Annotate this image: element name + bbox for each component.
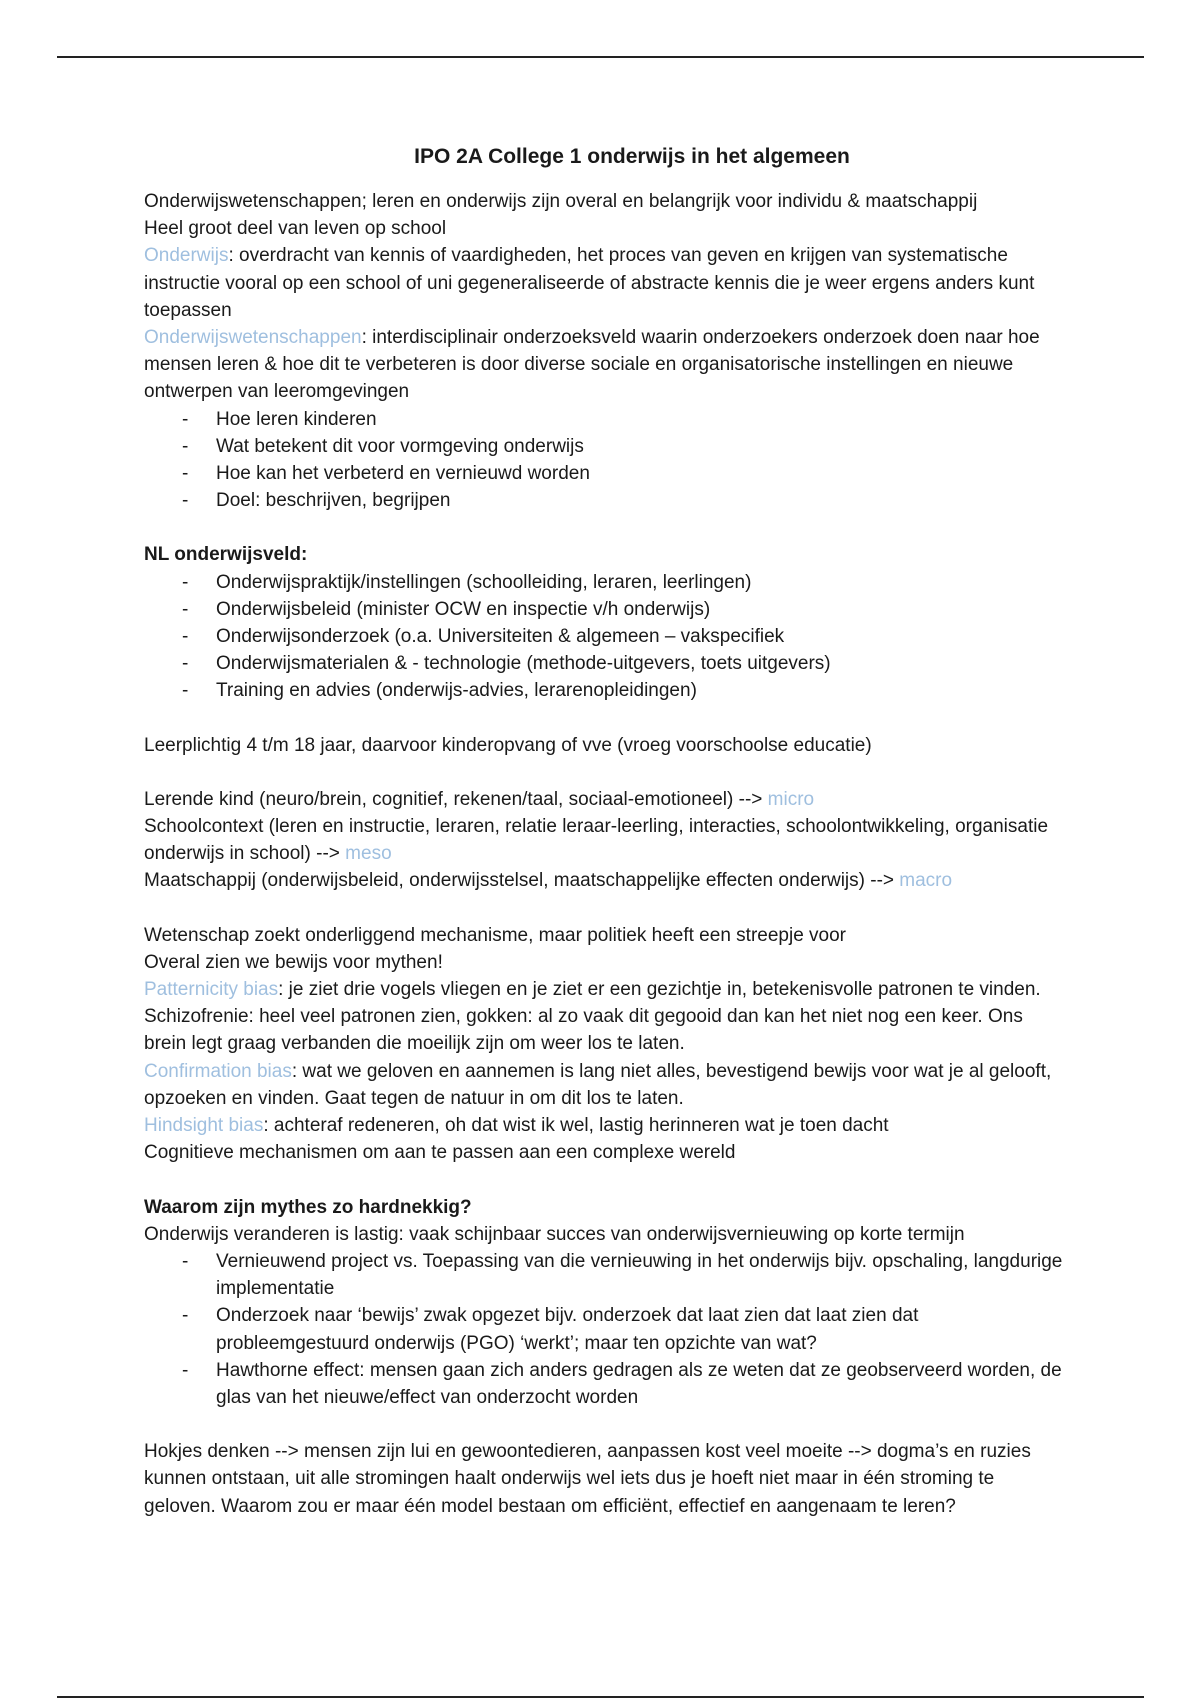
term-hindsight-bias: Hindsight bias	[144, 1115, 264, 1137]
heading-mythes: Waarom zijn mythes zo hardnekkig?	[144, 1196, 472, 1218]
intro-line-1: Onderwijswetenschappen; leren en onderwijs zijn overal en belangrijk voor individu & maatschappij	[144, 191, 978, 212]
list-item: - Training en advies (onderwijs-advies, lerarenopleidingen)	[144, 677, 1064, 704]
level-macro	[144, 867, 1064, 894]
bottom-rule	[57, 1696, 1144, 1698]
hindsight-bias	[144, 1112, 1064, 1139]
intro-line-2: Heel groot deel van leven op school	[144, 218, 447, 240]
definition-onderwijswetenschappen	[144, 324, 1064, 406]
definition-onderwijs-text: : overdracht van kennis of vaardigheden, het proces van geven en krijgen van systematische instructie vooral op een school of uni gegeneraliseerde of abstracte kennis die je weer ergens anders kunt toepassen	[144, 245, 1035, 321]
level-micro-text: Lerende kind (neuro/brein, cognitief, rekenen/taal, sociaal-emotioneel) -->	[144, 788, 768, 810]
hindsight-bias-text: : achteraf redeneren, oh dat wist ik wel, lastig herinneren wat je toen dacht	[263, 1115, 889, 1137]
level-micro	[144, 786, 1064, 813]
list-item: - Hoe leren kinderen	[144, 406, 1064, 433]
definition-onderwijswetenschappen-text: : interdisciplinair onderzoeksveld waarin onderzoekers onderzoek doen naar hoe mensen leren & hoe dit te verbeteren is door diverse sociale en organisatorische instellingen en nieuwe ontwerpen van leeromgevingen	[144, 327, 1040, 403]
leerplicht-line: Leerplichtig 4 t/m 18 jaar, daarvoor kinderopvang of vve (vroeg voorschoolse educatie)	[144, 734, 872, 756]
top-rule	[57, 56, 1144, 58]
heading-nl-onderwijsveld: NL onderwijsveld:	[144, 544, 308, 566]
level-meso-text: Schoolcontext (leren en instructie, leraren, relatie leraar-leerling, interacties, schoolontwikkeling, organisatie onderwijs in school) -->	[144, 816, 1049, 865]
list-item: - Onderwijsonderzoek (o.a. Universiteiten & algemeen – vakspecifiek	[144, 623, 1064, 650]
list-item: - Onderwijspraktijk/instellingen (schoolleiding, leraren, leerlingen)	[144, 569, 1064, 596]
term-meso: meso	[345, 843, 392, 865]
page-title: IPO 2A College 1 onderwijs in het algemeen	[414, 145, 850, 168]
term-onderwijswetenschappen: Onderwijswetenschappen	[144, 327, 362, 349]
confirmation-bias-text: : wat we geloven en aannemen is lang niet alles, bevestigend bewijs voor wat je al gelooft, opzoeken en vinden. Gaat tegen de natuur in om dit los te laten.	[144, 1060, 1052, 1109]
list-item: - Hoe kan het verbeterd en vernieuwd worden	[144, 460, 1064, 487]
term-patternicity-bias: Patternicity bias	[144, 979, 279, 1001]
level-meso	[144, 813, 1064, 867]
term-micro: micro	[767, 788, 815, 810]
hokjes-paragraph: Hokjes denken --> mensen zijn lui en gewoontedieren, aanpassen kost veel moeite --> dogma’s en ruzies kunnen ontstaan, uit alle stromingen haalt onderwijs wel iets dus je hoeft niet maar in één stroming te geloven. Waarom zou er maar één model bestaan om efficiënt, effectief en aangenaam te leren?	[144, 1441, 1031, 1517]
document-body	[144, 140, 1064, 1520]
list-item: - Onderwijsmaterialen & - technologie (methode-uitgevers, toets uitgevers)	[144, 650, 1064, 677]
intro-bullet-list	[144, 406, 1064, 515]
level-macro-text: Maatschappij (onderwijsbeleid, onderwijsstelsel, maatschappelijke effecten onderwijs) -->	[144, 870, 900, 892]
list-item: - Onderzoek naar ‘bewijs’ zwak opgezet bijv. onderzoek dat laat zien dat laat zien dat probleemgestuurd onderwijs (PGO) ‘werkt’; maar ten opzichte van wat?	[144, 1302, 1064, 1356]
term-onderwijs: Onderwijs	[144, 245, 229, 267]
term-macro: macro	[899, 870, 953, 892]
list-item: - Hawthorne effect: mensen gaan zich anders gedragen als ze weten dat ze geobserveerd worden, de glas van het nieuwe/effect van onderzocht worden	[144, 1357, 1064, 1411]
mythes-intro: Onderwijs veranderen is lastig: vaak schijnbaar succes van onderwijsvernieuwing op korte termijn	[144, 1223, 965, 1245]
list-item: - Onderwijsbeleid (minister OCW en inspectie v/h onderwijs)	[144, 596, 1064, 623]
bias-line-last: Cognitieve mechanismen om aan te passen aan een complexe wereld	[144, 1142, 736, 1164]
list-item: - Doel: beschrijven, begrijpen	[144, 487, 1064, 514]
definition-onderwijs	[144, 242, 1064, 324]
list-item: - Wat betekent dit voor vormgeving onderwijs	[144, 433, 1064, 460]
term-confirmation-bias: Confirmation bias	[144, 1060, 292, 1082]
nl-bullet-list	[144, 569, 1064, 705]
bias-line-2: Overal zien we bewijs voor mythen!	[144, 951, 443, 973]
patternicity-bias	[144, 976, 1064, 1058]
patternicity-bias-text: : je ziet drie vogels vliegen en je ziet er een gezichtje in, betekenisvolle patronen te vinden. Schizofrenie: heel veel patronen zien, gokken: al zo vaak dit gegooid dan kan het niet nog een keer. Ons brein legt graag verbanden die moeilijk zijn om weer los te laten.	[144, 979, 1041, 1055]
bias-line-1: Wetenschap zoekt onderliggend mechanisme, maar politiek heeft een streepje voor	[144, 924, 846, 946]
list-item: - Vernieuwend project vs. Toepassing van die vernieuwing in het onderwijs bijv. opschaling, langdurige implementatie	[144, 1248, 1064, 1302]
mythes-bullet-list	[144, 1248, 1064, 1411]
confirmation-bias	[144, 1058, 1064, 1112]
